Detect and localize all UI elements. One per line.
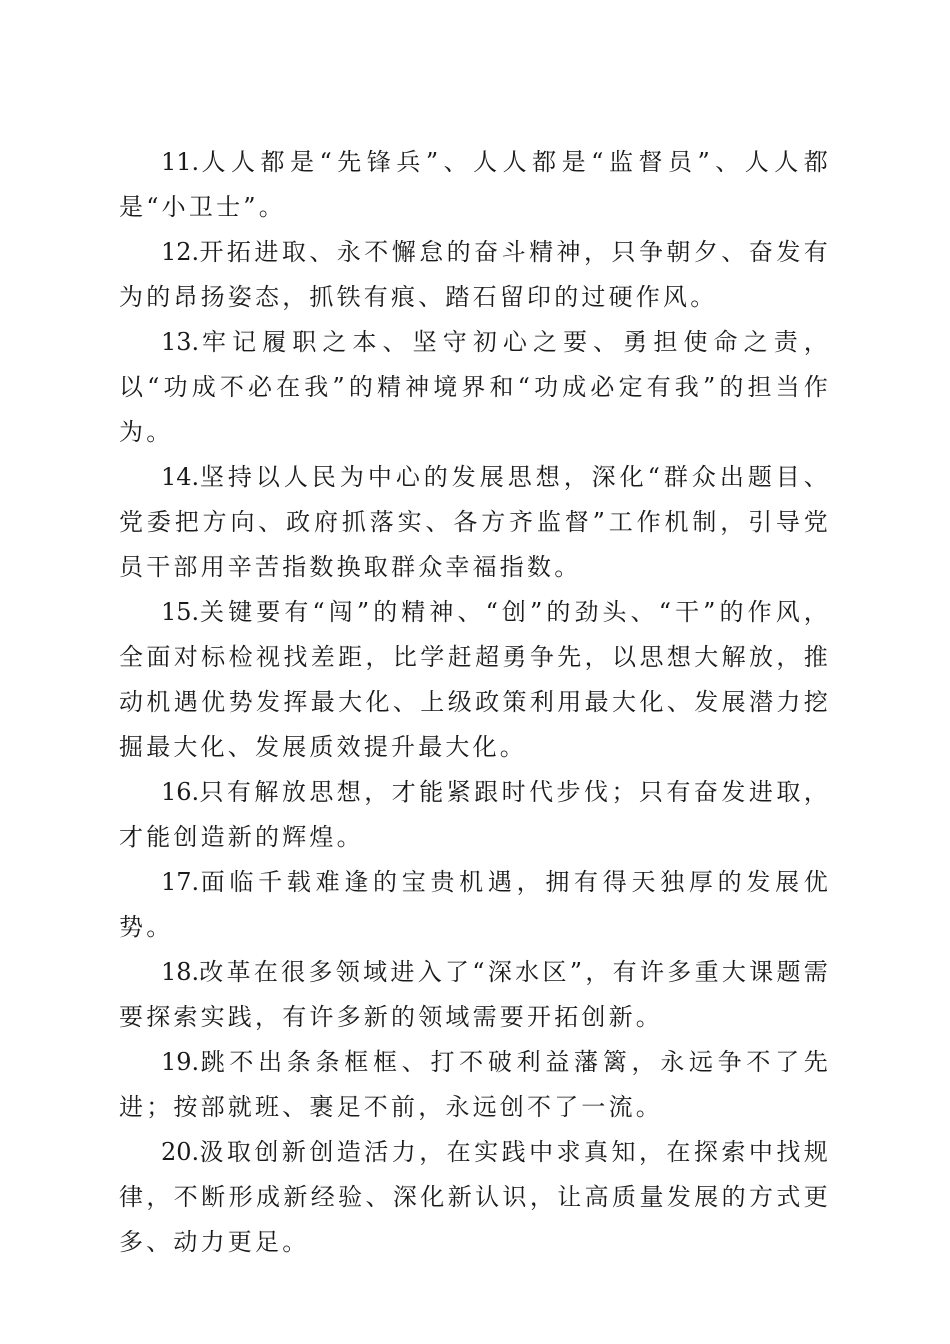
paragraph-20: [119, 1130, 831, 1265]
paragraph-number: 20.: [161, 1138, 200, 1166]
paragraph-text: 改革在很多领域进入了“深水区”，有许多重大课题需要探索实践，有许多新的领域需要开拓创新。: [119, 958, 831, 1031]
paragraph-text: 跳不出条条框框、打不破利益藩篱，永远争不了先进；按部就班、裹足不前，永远创不了一流。: [119, 1048, 831, 1121]
paragraph-18: [119, 950, 831, 1040]
paragraph-16: [119, 770, 831, 860]
paragraph-text: 坚持以人民为中心的发展思想，深化“群众出题目、党委把方向、政府抓落实、各方齐监督”工作机制，引导党员干部用辛苦指数换取群众幸福指数。: [119, 463, 831, 581]
paragraph-number: 12.: [161, 238, 200, 266]
paragraph-15: [119, 590, 831, 770]
paragraph-12: [119, 230, 831, 320]
paragraph-14: [119, 455, 831, 590]
paragraph-text: 只有解放思想，才能紧跟时代步伐；只有奋发进取，才能创造新的辉煌。: [119, 778, 831, 851]
paragraph-13: [119, 320, 831, 455]
paragraph-number: 16.: [161, 778, 200, 806]
paragraph-number: 14.: [161, 463, 200, 491]
paragraph-11: [119, 140, 831, 230]
paragraph-text: 汲取创新创造活力，在实践中求真知，在探索中找规律，不断形成新经验、深化新认识，让高质量发展的方式更多、动力更足。: [119, 1138, 831, 1256]
paragraph-text: 开拓进取、永不懈怠的奋斗精神，只争朝夕、奋发有为的昂扬姿态，抓铁有痕、踏石留印的过硬作风。: [119, 238, 831, 311]
paragraph-number: 11.: [161, 148, 200, 176]
paragraph-text: 牢记履职之本、坚守初心之要、勇担使命之责，以“功成不必在我”的精神境界和“功成必定有我”的担当作为。: [119, 328, 831, 446]
paragraph-number: 13.: [161, 328, 200, 356]
paragraph-19: [119, 1040, 831, 1130]
paragraph-text: 面临千载难逢的宝贵机遇，拥有得天独厚的发展优势。: [119, 868, 831, 941]
paragraph-number: 15.: [161, 598, 200, 626]
paragraph-number: 17.: [161, 868, 200, 896]
paragraph-17: [119, 860, 831, 950]
paragraph-text: 关键要有“闯”的精神、“创”的劲头、“干”的作风，全面对标检视找差距，比学赶超勇争先，以思想大解放，推动机遇优势发挥最大化、上级政策利用最大化、发展潜力挖掘最大化、发展质效提升最大化。: [119, 598, 831, 761]
paragraph-number: 18.: [161, 958, 200, 986]
paragraph-text: 人人都是“先锋兵”、人人都是“监督员”、人人都是“小卫士”。: [119, 148, 831, 221]
paragraph-number: 19.: [161, 1048, 200, 1076]
document-body: [119, 140, 831, 1265]
